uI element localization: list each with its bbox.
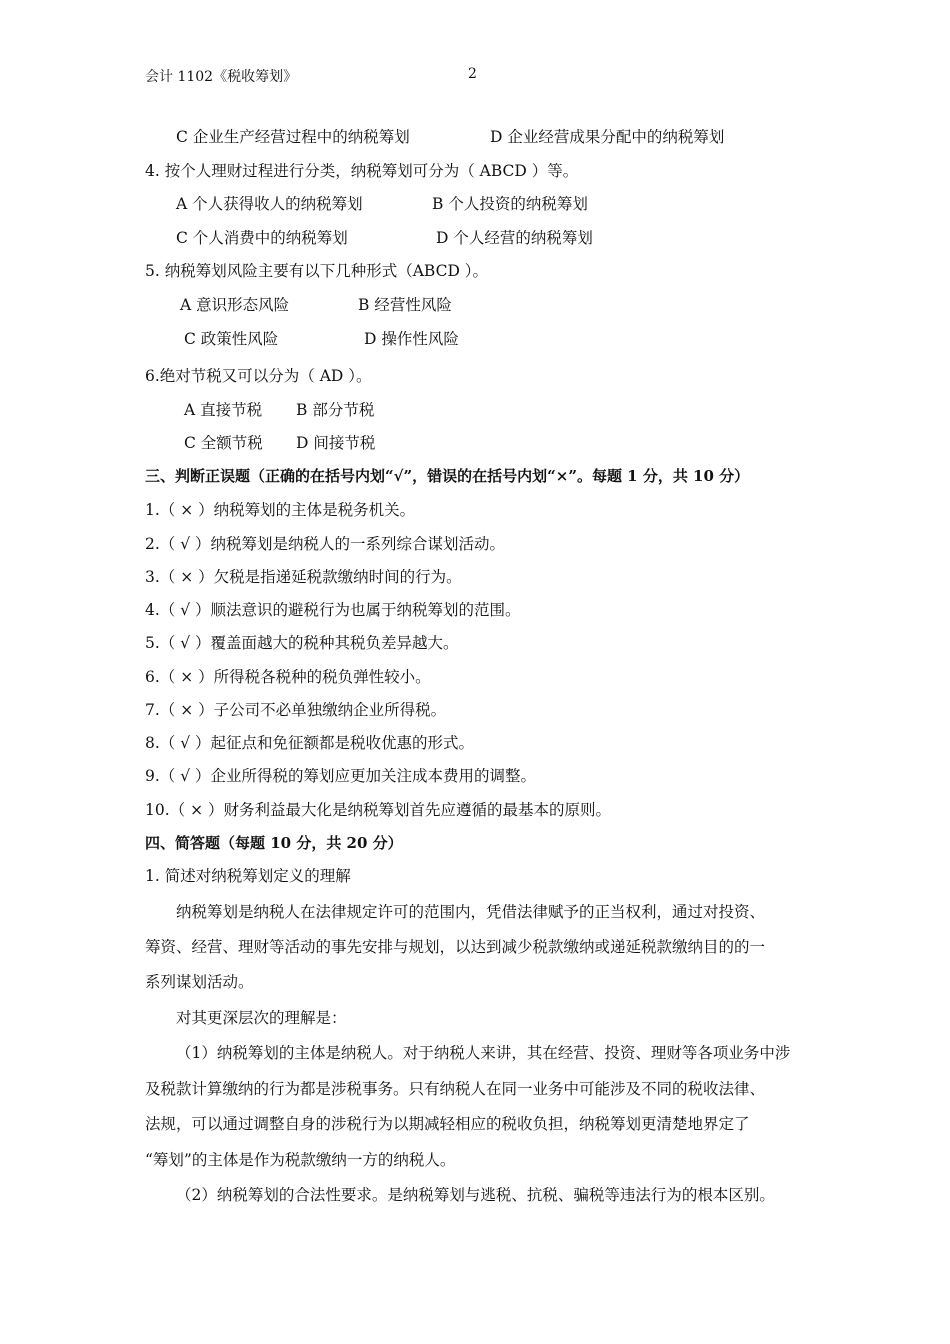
answer-line: 及税款计算缴纳的行为都是涉税事务。只有纳税人在同一业务中可能涉及不同的税收法律、 bbox=[145, 1080, 766, 1098]
list-item: 10.（ × ）财务利益最大化是纳税筹划首先应遵循的最基本的原则。 bbox=[145, 801, 611, 819]
answer-line: 法规，可以通过调整自身的涉税行为以期减轻相应的税收负担，纳税筹划更清楚地界定了 bbox=[145, 1115, 750, 1133]
q4-option-c: C 个人消费中的纳税筹划 bbox=[176, 229, 348, 247]
q4-option-b: B 个人投资的纳税筹划 bbox=[432, 195, 588, 213]
answer-line: （1）纳税筹划的主体是纳税人。对于纳税人来讲，其在经营、投资、理财等各项业务中涉 bbox=[176, 1044, 791, 1062]
section3-title: 三、判断正误题（正确的在括号内划“√”，错误的在括号内划“×”。每题 1 分，共 10 分） bbox=[145, 467, 750, 485]
list-item: 7.（ × ）子公司不必单独缴纳企业所得税。 bbox=[145, 701, 447, 719]
q4-option-d: D 个人经营的纳税筹划 bbox=[436, 229, 593, 247]
answer-line: 筹资、经营、理财等活动的事先安排与规划，以达到减少税款缴纳或递延税款缴纳目的的一 bbox=[145, 938, 766, 956]
list-item: 8.（ √ ）起征点和免征额都是税收优惠的形式。 bbox=[145, 734, 475, 752]
q5-option-d: D 操作性风险 bbox=[364, 330, 459, 348]
q4-stem: 4. 按个人理财过程进行分类，纳税筹划可分为（ ABCD ）等。 bbox=[145, 162, 579, 180]
q5-stem: 5. 纳税筹划风险主要有以下几种形式（ABCD ）。 bbox=[145, 262, 489, 280]
answer-line: 纳税筹划是纳税人在法律规定许可的范围内，凭借法律赋予的正当权利，通过对投资、 bbox=[176, 903, 766, 921]
list-item: 1.（ × ）纳税筹划的主体是税务机关。 bbox=[145, 501, 416, 519]
q6-option-b: B 部分节税 bbox=[296, 401, 375, 419]
section4-q1-stem: 1. 简述对纳税筹划定义的理解 bbox=[145, 867, 351, 885]
answer-line: 系列谋划活动。 bbox=[145, 973, 254, 991]
section4-title: 四、简答题（每题 10 分，共 20 分） bbox=[145, 834, 403, 852]
list-item: 9.（ √ ）企业所得税的筹划应更加关注成本费用的调整。 bbox=[145, 767, 537, 785]
q6-option-d: D 间接节税 bbox=[296, 434, 376, 452]
q4-option-a: A 个人获得收人的纳税筹划 bbox=[176, 195, 363, 213]
q6-option-c: C 全额节税 bbox=[184, 434, 263, 452]
list-item: 5.（ √ ）覆盖面越大的税种其税负差异越大。 bbox=[145, 634, 459, 652]
answer-line: 对其更深层次的理解是： bbox=[176, 1009, 347, 1027]
list-item: 2.（ √ ）纳税筹划是纳税人的一系列综合谋划活动。 bbox=[145, 535, 506, 553]
page-number: 2 bbox=[468, 66, 477, 82]
answer-line: “筹划”的主体是作为税款缴纳一方的纳税人。 bbox=[145, 1151, 456, 1169]
answer-line: （2）纳税筹划的合法性要求。是纳税筹划与逃税、抗税、骗税等违法行为的根本区别。 bbox=[176, 1186, 775, 1204]
q5-option-b: B 经营性风险 bbox=[358, 296, 452, 314]
q3-option-c: C 企业生产经营过程中的纳税筹划 bbox=[176, 128, 410, 146]
q6-stem: 6.绝对节税又可以分为（ AD ）。 bbox=[145, 367, 372, 385]
q5-option-a: A 意识形态风险 bbox=[180, 296, 290, 314]
list-item: 4.（ √ ）顺法意识的避税行为也属于纳税筹划的范围。 bbox=[145, 601, 521, 619]
q6-option-a: A 直接节税 bbox=[184, 401, 263, 419]
q3-option-d: D 企业经营成果分配中的纳税筹划 bbox=[490, 128, 725, 146]
list-item: 3.（ × ）欠税是指递延税款缴纳时间的行为。 bbox=[145, 568, 462, 586]
q5-option-c: C 政策性风险 bbox=[184, 330, 279, 348]
header-course-title: 会计 1102《税收筹划》 bbox=[145, 69, 298, 85]
list-item: 6.（ × ）所得税各税种的税负弹性较小。 bbox=[145, 668, 431, 686]
